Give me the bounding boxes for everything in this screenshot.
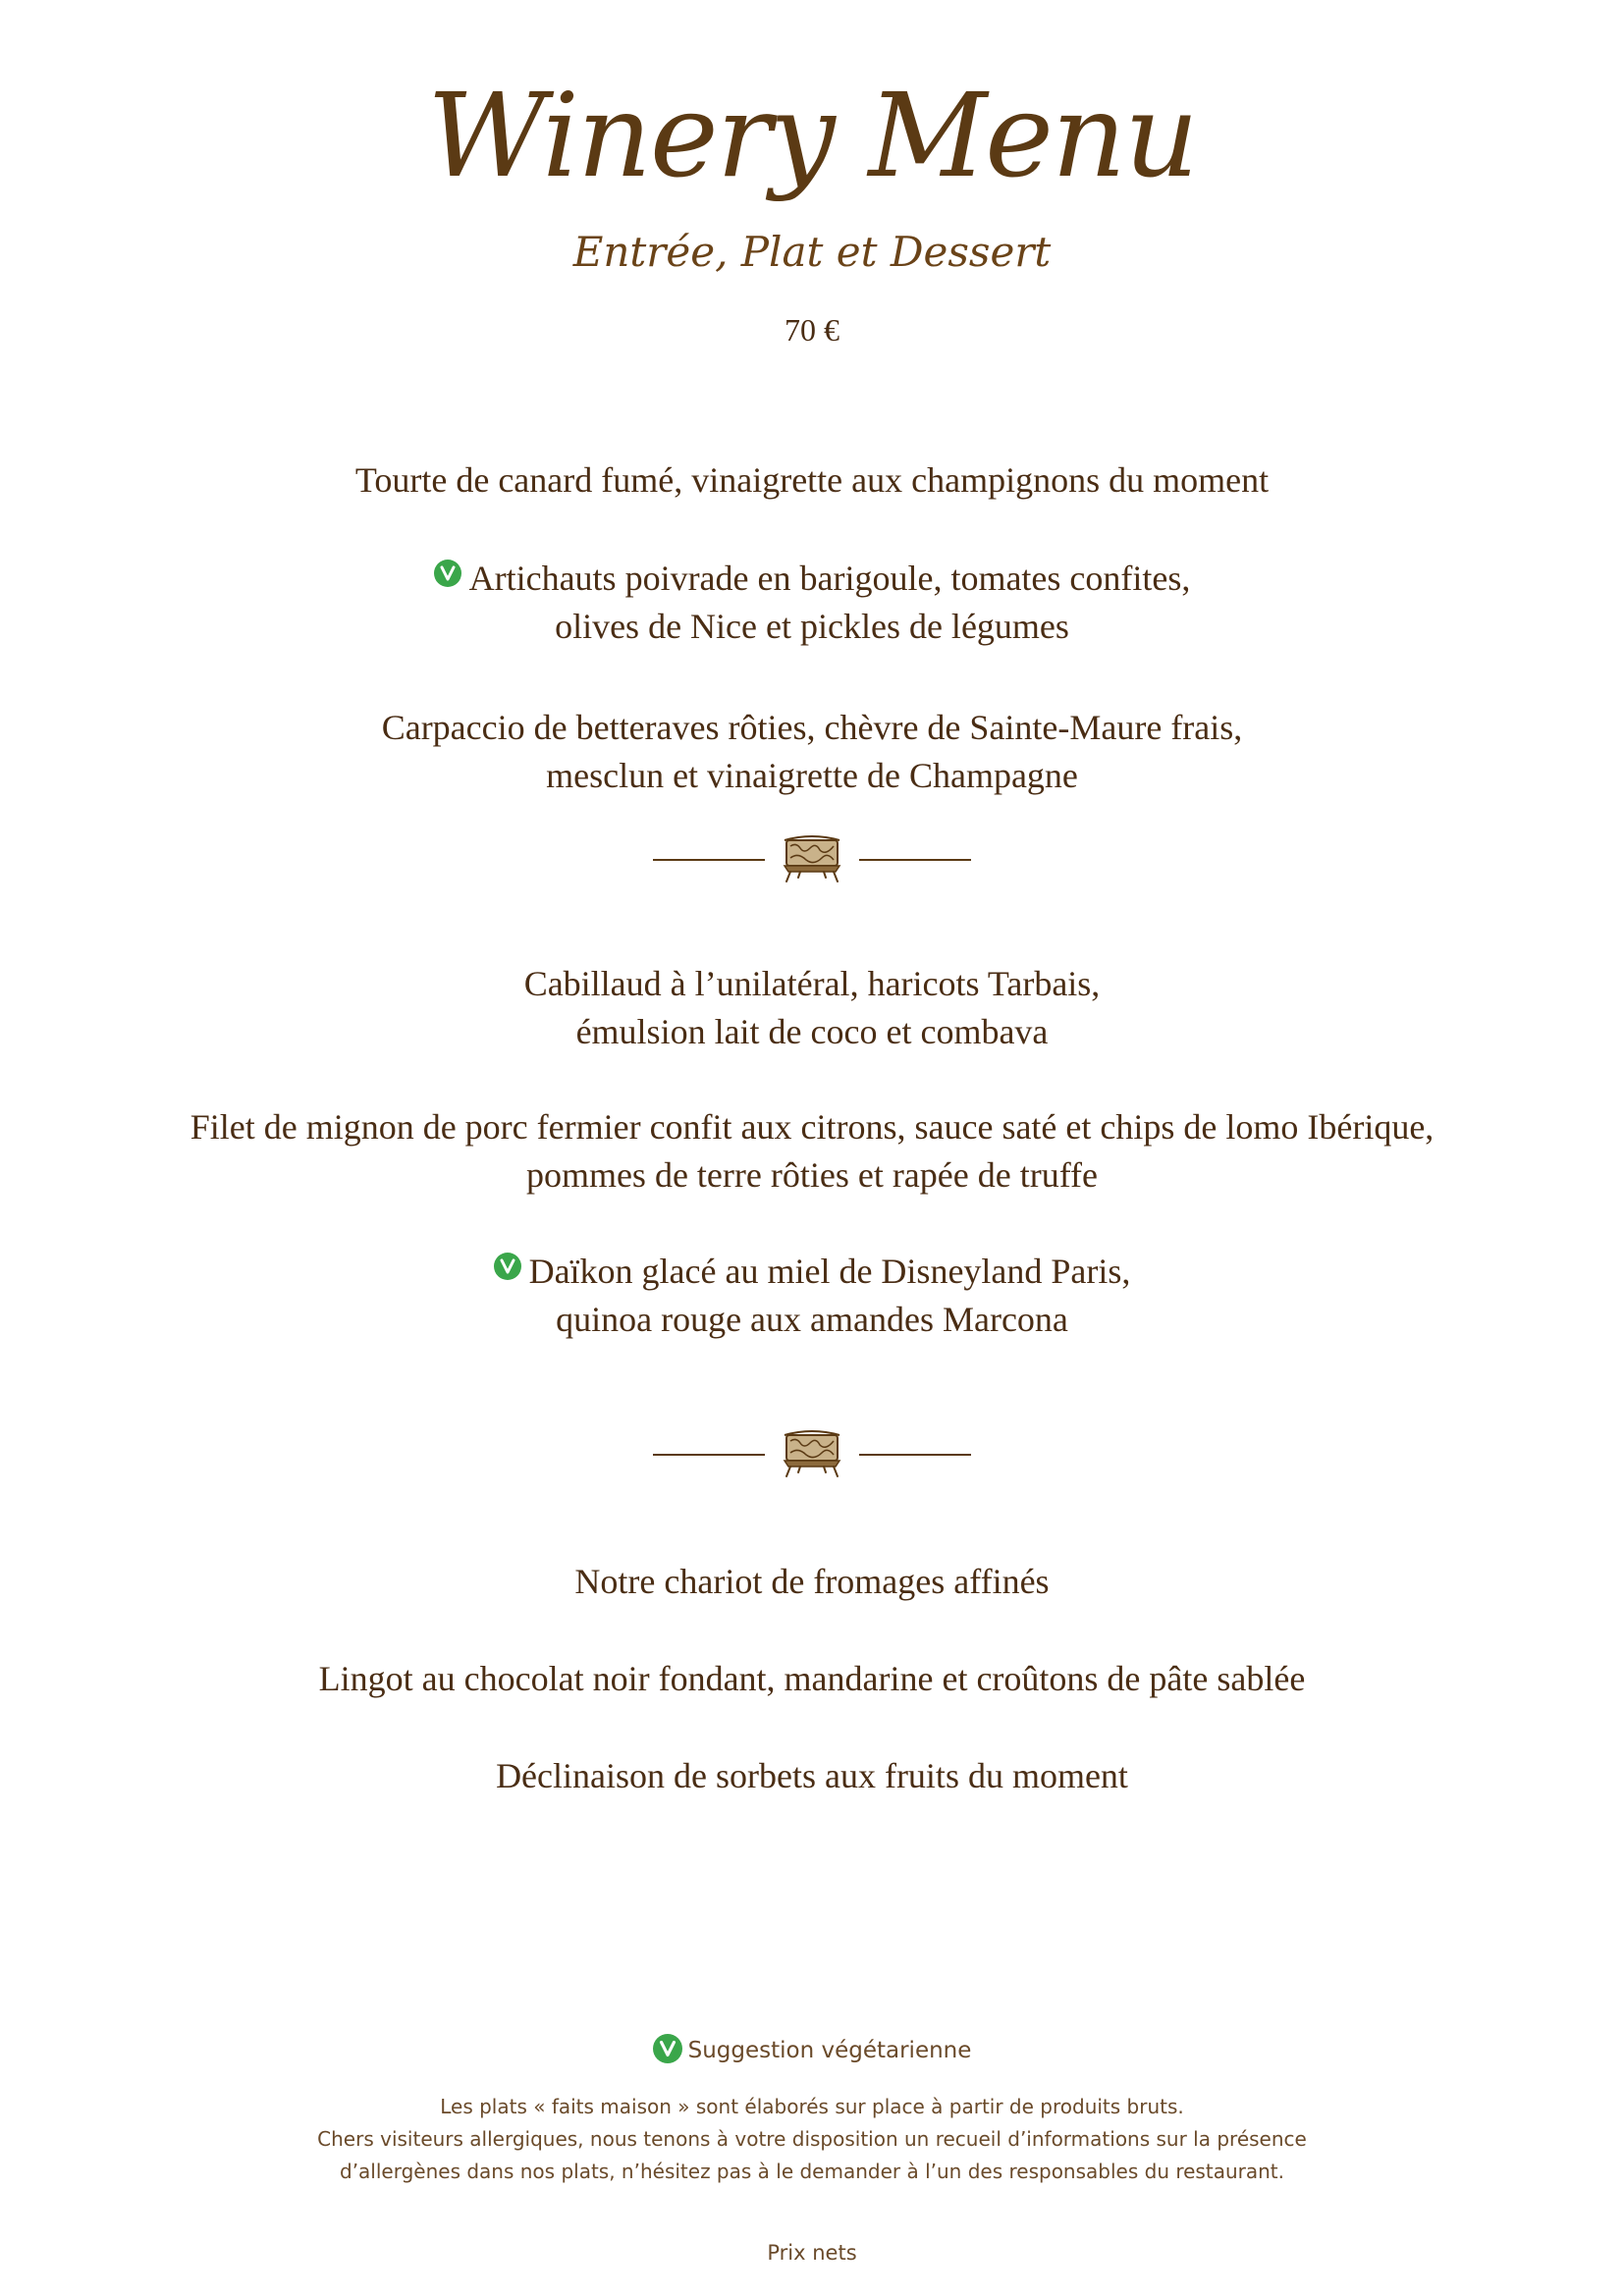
divider-rule: [653, 859, 765, 861]
section-divider: [0, 830, 1624, 889]
dish-line: Notre chariot de fromages affinés: [574, 1562, 1050, 1601]
allergen-notes: [0, 2091, 1624, 2188]
vegetarian-leaf-icon: [653, 2034, 682, 2063]
main-dish: [0, 1248, 1624, 1344]
dish-line: [0, 1248, 1624, 1296]
dish-line: mesclun et vinaigrette de Champagne: [546, 756, 1078, 795]
price-note: Prix nets: [767, 2241, 857, 2265]
dish-line: Filet de mignon de porc fermier confit aux citrons, sauce saté et chips de lomo Ibérique,: [189, 1107, 1435, 1147]
dish-line: olives de Nice et pickles de légumes: [555, 607, 1069, 646]
main-dish: [0, 960, 1624, 1056]
main-dish: [0, 1103, 1624, 1200]
dish-line-text: Daïkon glacé au miel de Disneyland Paris,: [528, 1252, 1131, 1291]
dish-line: [0, 555, 1624, 603]
menu-title: Winery Menu: [426, 68, 1197, 203]
dish-line: Cabillaud à l’unilatéral, haricots Tarbais,: [523, 964, 1101, 1003]
vegetarian-leaf-icon: [434, 560, 461, 587]
dish-line: pommes de terre rôties et rapée de truffe: [525, 1155, 1099, 1195]
ornate-chest-icon: [779, 1427, 845, 1483]
dish-line: Lingot au chocolat noir fondant, mandarine et croûtons de pâte sablée: [318, 1659, 1306, 1698]
dessert-dish: [0, 1655, 1624, 1703]
vegetarian-legend: [0, 2034, 1624, 2063]
divider-rule: [859, 1454, 971, 1456]
vegetarian-legend-label: Suggestion végétarienne: [687, 2038, 972, 2063]
note-line: d’allergènes dans nos plats, n’hésitez pas à le demander à l’un des responsables du restaurant.: [340, 2160, 1284, 2183]
note-line: Les plats « faits maison » sont élaborés sur place à partir de produits bruts.: [440, 2095, 1184, 2118]
divider-rule: [653, 1454, 765, 1456]
divider-rule: [859, 859, 971, 861]
section-divider: [0, 1425, 1624, 1484]
dessert-dish: [0, 1752, 1624, 1800]
starter-dish: [0, 456, 1624, 505]
dish-line: Carpaccio de betteraves rôties, chèvre de Sainte-Maure frais,: [381, 708, 1243, 747]
dessert-dish: [0, 1558, 1624, 1606]
menu-price: 70 €: [785, 312, 839, 347]
dish-line: Tourte de canard fumé, vinaigrette aux champignons du moment: [354, 460, 1270, 500]
note-line: Chers visiteurs allergiques, nous tenons à votre disposition un recueil d’informations sur la présence: [317, 2127, 1307, 2151]
menu-subtitle: Entrée, Plat et Dessert: [572, 228, 1052, 276]
dish-line: Déclinaison de sorbets aux fruits du moment: [496, 1756, 1128, 1795]
ornate-chest-icon: [779, 832, 845, 888]
starter-dish: [0, 555, 1624, 651]
dish-line: quinoa rouge aux amandes Marcona: [556, 1300, 1068, 1339]
vegetarian-leaf-icon: [494, 1253, 521, 1280]
dish-line-text: Artichauts poivrade en barigoule, tomates confites,: [468, 559, 1191, 598]
starter-dish: [0, 704, 1624, 800]
dish-line: émulsion lait de coco et combava: [575, 1012, 1049, 1051]
